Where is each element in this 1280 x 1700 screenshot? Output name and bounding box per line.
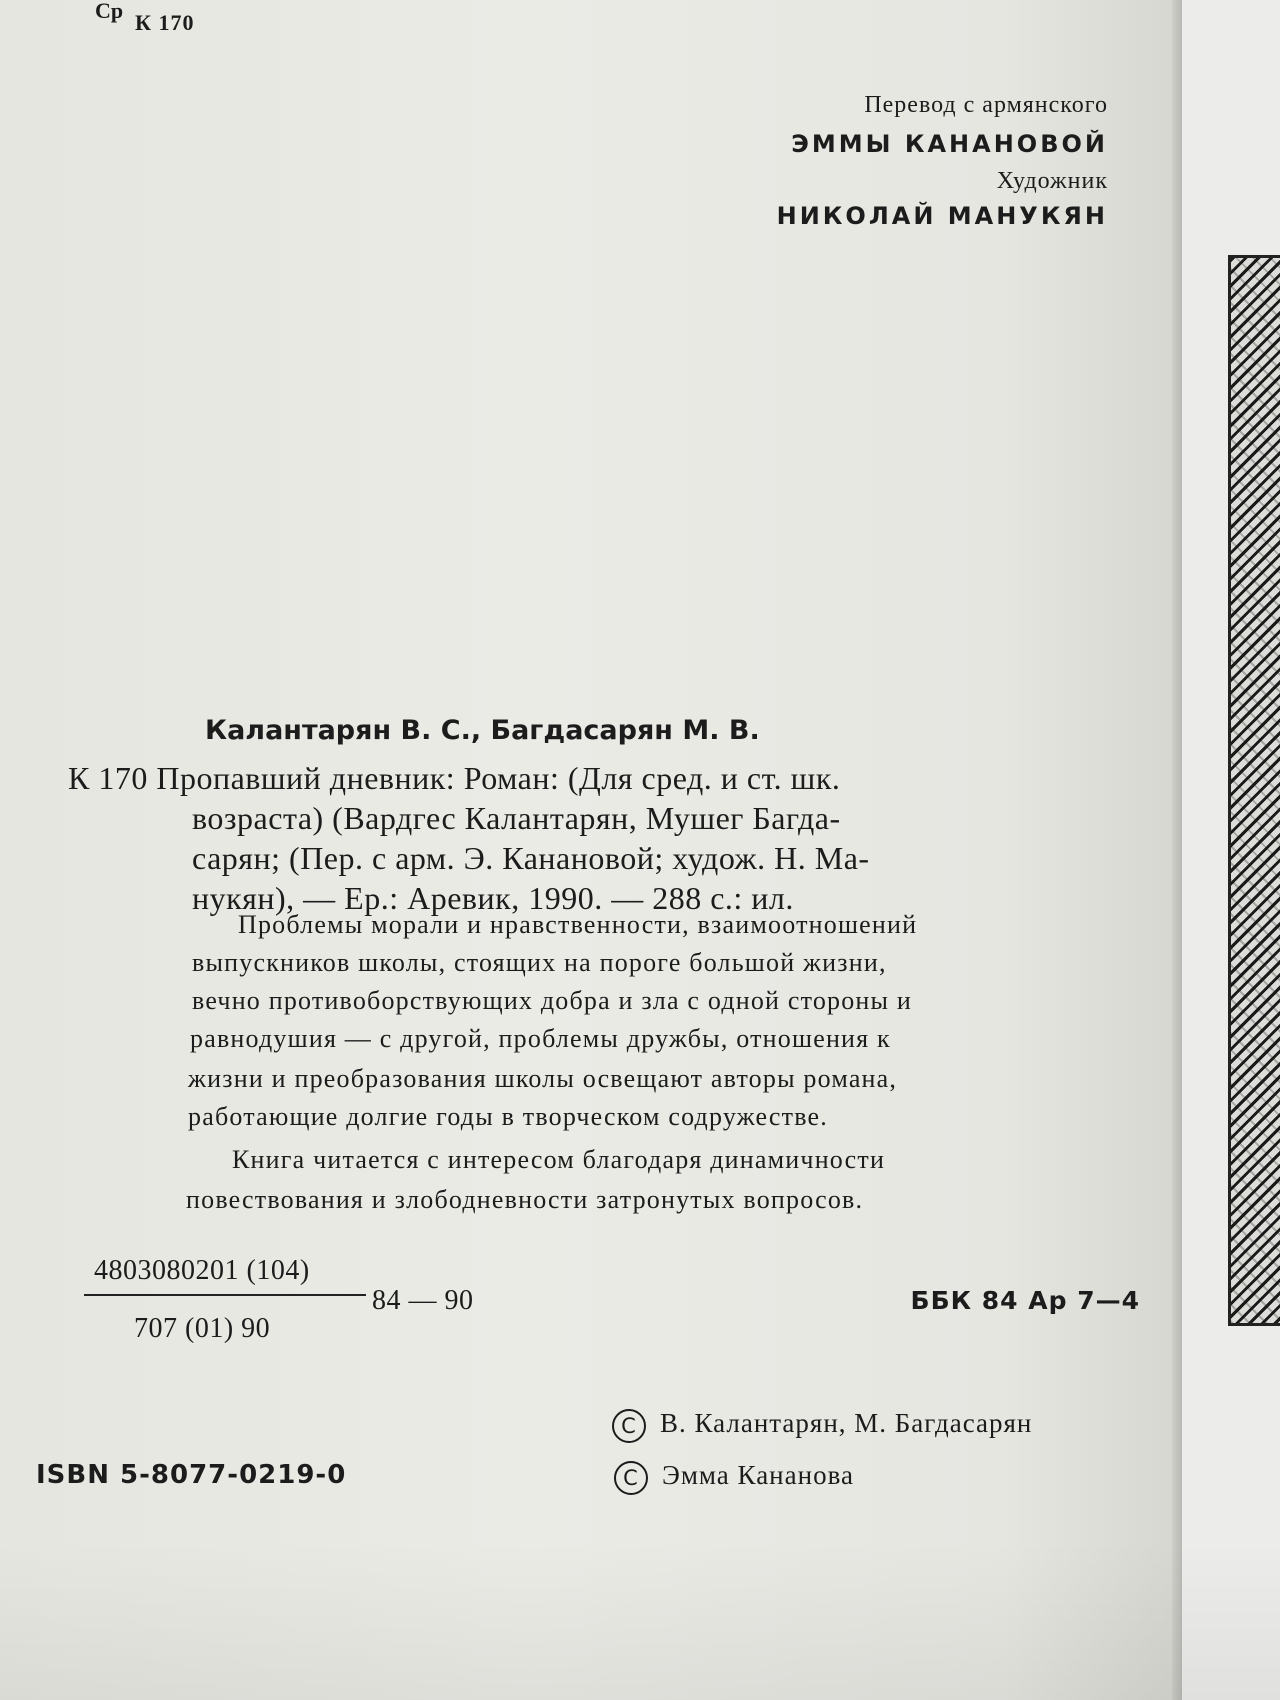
copyright-translator [614,1460,854,1495]
bib-line: сарян; (Пер. с арм. Э. Канановой; худож. Н. Ма- [192,840,870,876]
annotation-line: вечно противоборствующих добра и зла с одной стороны и [192,986,913,1015]
copyright-icon: C [614,1461,648,1495]
authors-heading: Калантарян В. С., Багдасарян М. В. [205,715,760,746]
copyright-icon: C [612,1409,646,1443]
copyright-authors [612,1408,1032,1443]
annotation-line: повествования и злободневности затронутых вопросов. [186,1185,864,1214]
index-numerator: 4803080201 (104) [94,1255,310,1286]
annotation-line: Проблемы морали и нравственности, взаимоотношений [238,910,918,939]
translator-name: ЭММЫ КАНАНОВОЙ [791,130,1108,158]
copyright-mark: Ср [95,0,124,23]
annotation-line: жизни и преобразования школы освещают авторы романа, [188,1064,898,1093]
annotation-line: Книга читается с интересом благодаря динамичности [232,1145,886,1174]
index-suffix: 84 — 90 [372,1285,474,1316]
artist-name: НИКОЛАЙ МАНУКЯН [776,202,1108,230]
index-denominator: 707 (01) 90 [134,1313,271,1344]
copyright-holder: В. Калантарян, М. Багдасарян [660,1408,1033,1438]
class-code: К 170 [135,10,195,35]
bbk-code: ББК 84 Ар 7—4 [910,1286,1140,1315]
fraction-bar [84,1294,366,1296]
bib-line: возраста) (Вардгес Калантарян, Мушег Багда- [192,800,841,836]
annotation-line: равнодушия — с другой, проблемы дружбы, отношения к [190,1024,891,1053]
bib-line: нукян), — Ер.: Аревик, 1990. — 288 с.: ил. [192,880,794,916]
copyright-holder: Эмма Кананова [662,1460,854,1490]
page-shadow [0,1540,1280,1700]
isbn: ISBN 5-8077-0219-0 [36,1460,347,1490]
annotation-line: выпускников школы, стоящих на пороге большой жизни, [192,948,887,977]
facing-illustration [1228,255,1280,1326]
translation-label: Перевод с армянского [864,92,1108,118]
page-edge [1172,0,1182,1700]
annotation-line: работающие долгие годы в творческом содружестве. [188,1102,828,1131]
artist-label: Художник [996,168,1108,194]
bib-line: К 170 Пропавший дневник: Роман: (Для сред. и ст. шк. [68,760,841,796]
